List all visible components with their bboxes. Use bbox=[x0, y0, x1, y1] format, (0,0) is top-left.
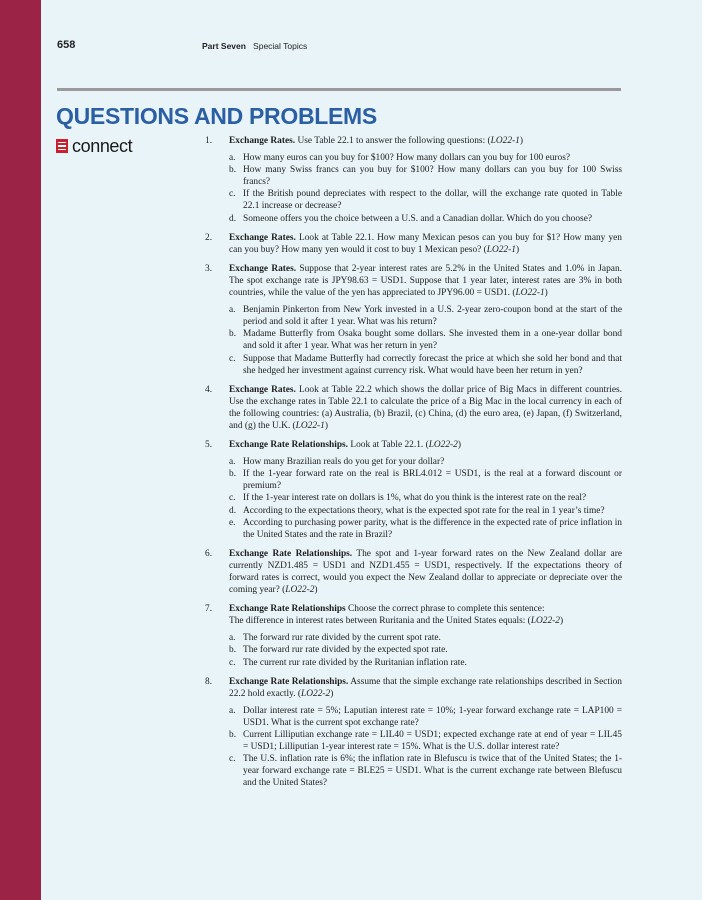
subquestion-letter: c. bbox=[229, 189, 236, 200]
subquestion bbox=[229, 753, 622, 789]
subquestion bbox=[229, 152, 622, 164]
subquestion-text: If the 1-year forward rate on the real is BRL4.012 = USD1, is the real at a forward discount or premium? bbox=[243, 469, 622, 492]
problem-text bbox=[229, 603, 622, 615]
subquestion-letter: b. bbox=[229, 645, 237, 656]
subquestion-text: Dollar interest rate = 5%; Laputian interest rate = 10%; 1-year forward exchange rate = LAP100 = USD1. What is the current spot exchange rate? bbox=[243, 705, 622, 728]
subquestion bbox=[229, 304, 622, 328]
problem-title: Exchange Rate Relationships bbox=[229, 604, 346, 615]
subquestion-text: If the 1-year interest rate on dollars is 1%, what do you think is the interest rate on the real? bbox=[243, 493, 587, 504]
problem-item bbox=[202, 232, 622, 256]
learning-objective: LO22-2 bbox=[428, 440, 458, 451]
problem-close: ) bbox=[519, 136, 523, 146]
learning-objective: LO22-1 bbox=[486, 244, 516, 255]
problem-body: Look at Table 22.1. How many Mexican pesos can you buy for $1? How many yen can you buy? How many yen would it cost to buy 1 Mexican peso? ( bbox=[229, 232, 622, 255]
subquestion-text: The current rur rate divided by the Ruritanian inflation rate. bbox=[243, 657, 467, 668]
subquestion-letter: b. bbox=[229, 730, 237, 741]
problem-number: 7. bbox=[205, 604, 213, 615]
subquestion-letter: b. bbox=[229, 329, 237, 340]
problem-title: Exchange Rates. bbox=[229, 232, 296, 243]
subquestion-text: If the British pound depreciates with respect to the dollar, will the exchange rate quoted in Table 22.1 increase or decrease? bbox=[243, 189, 622, 212]
problem-body: Suppose that 2-year interest rates are 5.2% in the United States and 1.0% in Japan. The spot exchange rate is JPY98.63 = USD1. Suppose that 1 year later, interest rates are 3% in both countries, while the value of the yen has appreciated to JPY96.00 = USD1. ( bbox=[229, 263, 622, 299]
subquestion-text: How many Brazilian reals do you get for your dollar? bbox=[243, 457, 445, 468]
problem-title: Exchange Rates. bbox=[229, 263, 297, 274]
subquestion-letter: c. bbox=[229, 353, 236, 364]
problem-text bbox=[229, 439, 622, 451]
section-title: QUESTIONS AND PROBLEMS bbox=[56, 103, 377, 129]
subquestion bbox=[229, 644, 622, 656]
subquestion-text: The U.S. inflation rate is 6%; the inflation rate in Blefuscu is twice that of the United States; the 1-year forward exchange rate = BLE25 = USD1. What is the current exchange rate between Blefuscu and the United States? bbox=[243, 754, 622, 789]
problem-number: 5. bbox=[205, 440, 213, 451]
problem-body: Look at Table 22.2 which shows the dollar price of Big Macs in different countries. Use the exchange rates in Table 22.1 to calculate the price of a Big Mac in the local currency in each of the following countries: (a) Australia, (b) Brazil, (c) China, (d) the euro area, (e) Japan, (f) Switzerland, and (g) the U.K. ( bbox=[229, 384, 622, 431]
problem-close: ) bbox=[515, 244, 520, 255]
page-margin-stripe bbox=[0, 0, 41, 900]
problem-title: Exchange Rate Relationships. bbox=[229, 440, 349, 451]
learning-objective: LO22-2 bbox=[285, 585, 315, 596]
subquestion-letter: c. bbox=[229, 754, 236, 765]
subquestion-letter: b. bbox=[229, 165, 237, 176]
problem-title: Exchange Rates. bbox=[229, 136, 296, 146]
subquestion bbox=[229, 188, 622, 212]
header-rule bbox=[57, 88, 621, 91]
connect-wordmark: connect bbox=[72, 136, 133, 156]
subquestion-letter: d. bbox=[229, 213, 237, 224]
problem-text bbox=[229, 676, 622, 700]
problem-item bbox=[202, 384, 622, 432]
problem-body: Look at Table 22.1. ( bbox=[348, 440, 429, 451]
subquestion-letter: c. bbox=[229, 657, 236, 668]
problem-item bbox=[202, 439, 622, 541]
subquestion bbox=[229, 632, 622, 644]
subquestion bbox=[229, 657, 622, 669]
problem-text bbox=[229, 263, 622, 299]
problem-number: 2. bbox=[205, 232, 213, 243]
subquestion bbox=[229, 705, 622, 729]
part-title: Special Topics bbox=[253, 41, 308, 51]
subquestion-text: Madame Butterfly from Osaka bought some dollars. She invested them in a one-year dollar bond and sold it after 1 year. What was her return in yen? bbox=[243, 329, 622, 352]
problem-item bbox=[202, 263, 622, 377]
subquestion-text: According to the expectations theory, what is the expected spot rate for the real in 1 year’s time? bbox=[243, 505, 605, 516]
subquestion-letter: a. bbox=[229, 457, 236, 468]
subquestion bbox=[229, 164, 622, 188]
problem-text bbox=[229, 232, 622, 256]
problem-item bbox=[202, 548, 622, 596]
learning-objective: LO22-1 bbox=[515, 288, 545, 299]
subquestion-text: The forward rur rate divided by the current spot rate. bbox=[243, 633, 441, 644]
problem-extra-text bbox=[229, 615, 622, 627]
learning-objective: LO22-2 bbox=[301, 688, 331, 699]
subquestion bbox=[229, 353, 622, 377]
problem-number: 1. bbox=[205, 136, 213, 146]
mcgraw-hill-logo-icon bbox=[56, 139, 68, 153]
subquestion bbox=[229, 213, 622, 225]
subquestion-text: How many Swiss francs can you buy for $100? How many dollars can you buy for 100 Swiss francs? bbox=[243, 165, 622, 188]
problem-item bbox=[202, 135, 622, 225]
problem-text bbox=[229, 384, 622, 432]
problem-body: Choose the correct phrase to complete this sentence: bbox=[345, 604, 545, 615]
subquestion-text: Someone offers you the choice between a U.S. and a Canadian dollar. Which do you choose? bbox=[243, 213, 593, 224]
learning-objective: LO22-2 bbox=[530, 616, 560, 627]
problem-number: 6. bbox=[205, 548, 213, 559]
problem-close: ) bbox=[544, 288, 548, 299]
subquestion-text: The forward rur rate divided by the expected spot rate. bbox=[243, 645, 448, 656]
part-label: Part Seven bbox=[202, 41, 246, 51]
subquestion-letter: c. bbox=[229, 493, 236, 504]
problem-number: 3. bbox=[205, 263, 213, 274]
subquestion-letter: a. bbox=[229, 705, 236, 716]
subquestion bbox=[229, 729, 622, 753]
subquestion-letter: b. bbox=[229, 469, 237, 480]
problem-close: ) bbox=[330, 688, 334, 699]
problem-text bbox=[229, 135, 622, 147]
subquestion-letter: e. bbox=[229, 517, 236, 528]
subquestion-text: Suppose that Madame Butterfly had correctly forecast the price at which she sold her bond and that she hedged her investment against currency risk. What would have been her return in yen? bbox=[243, 353, 622, 376]
subquestion bbox=[229, 328, 622, 352]
connect-logo bbox=[56, 137, 132, 155]
subquestion bbox=[229, 492, 622, 504]
subquestion-text: Benjamin Pinkerton from New York invested in a U.S. 2-year zero-coupon bond at the start of the period and sold it after 1 year. What was his return? bbox=[243, 305, 622, 328]
subquestion bbox=[229, 468, 622, 492]
problem-title: Exchange Rate Relationships. bbox=[229, 676, 349, 687]
running-header bbox=[202, 41, 307, 51]
learning-objective: LO22-1 bbox=[490, 136, 520, 146]
problem-item bbox=[202, 603, 622, 668]
problem-close: ) bbox=[559, 616, 564, 627]
subquestion-letter: a. bbox=[229, 633, 236, 644]
problem-title: Exchange Rate Relationships. bbox=[229, 548, 353, 559]
problem-body: The spot and 1-year forward rates on the New Zealand dollar are currently NZD1.485 = USD1 and NZD1.455 = USD1, respectively. If the expectations theory of forward rates is correct, would you expect the New Zealand dollar to appreciate or depreciate over the coming year? ( bbox=[229, 548, 622, 596]
page-number: 658 bbox=[57, 39, 76, 51]
problem-title: Exchange Rates. bbox=[229, 384, 296, 395]
problem-extra-body: The difference in interest rates between Ruritania and the United States equals: ( bbox=[229, 616, 531, 627]
problem-text bbox=[229, 548, 622, 596]
problem-close: ) bbox=[457, 440, 461, 451]
subquestion-letter: a. bbox=[229, 305, 236, 316]
subquestion bbox=[229, 456, 622, 468]
subquestion-letter: d. bbox=[229, 505, 237, 516]
problem-number: 8. bbox=[205, 676, 213, 687]
subquestion-text: Current Lilliputian exchange rate = LIL40 = USD1; expected exchange rate at end of year = LIL45 = USD1; Lilliputian 1-year interest rate = 15%. What is the U.S. dollar interest rate? bbox=[243, 730, 622, 753]
subquestion bbox=[229, 517, 622, 541]
problem-list bbox=[202, 135, 622, 797]
problem-body: Assume that the simple exchange rate relationships described in Section 22.2 hold exactly. ( bbox=[229, 676, 622, 699]
subquestion-text: According to purchasing power parity, what is the difference in the expected rate of price inflation in the United States and the rate in Brazil? bbox=[243, 517, 622, 540]
subquestion-letter: a. bbox=[229, 153, 236, 164]
subquestion-text: How many euros can you buy for $100? How many dollars can you buy for 100 euros? bbox=[243, 153, 571, 164]
subquestion bbox=[229, 505, 622, 517]
problem-number: 4. bbox=[205, 384, 213, 395]
problem-close: ) bbox=[324, 420, 328, 431]
problem-item bbox=[202, 676, 622, 790]
problem-close: ) bbox=[314, 585, 318, 596]
learning-objective: LO22-1 bbox=[295, 420, 325, 431]
problem-body: Use Table 22.1 to answer the following questions: ( bbox=[295, 136, 491, 146]
